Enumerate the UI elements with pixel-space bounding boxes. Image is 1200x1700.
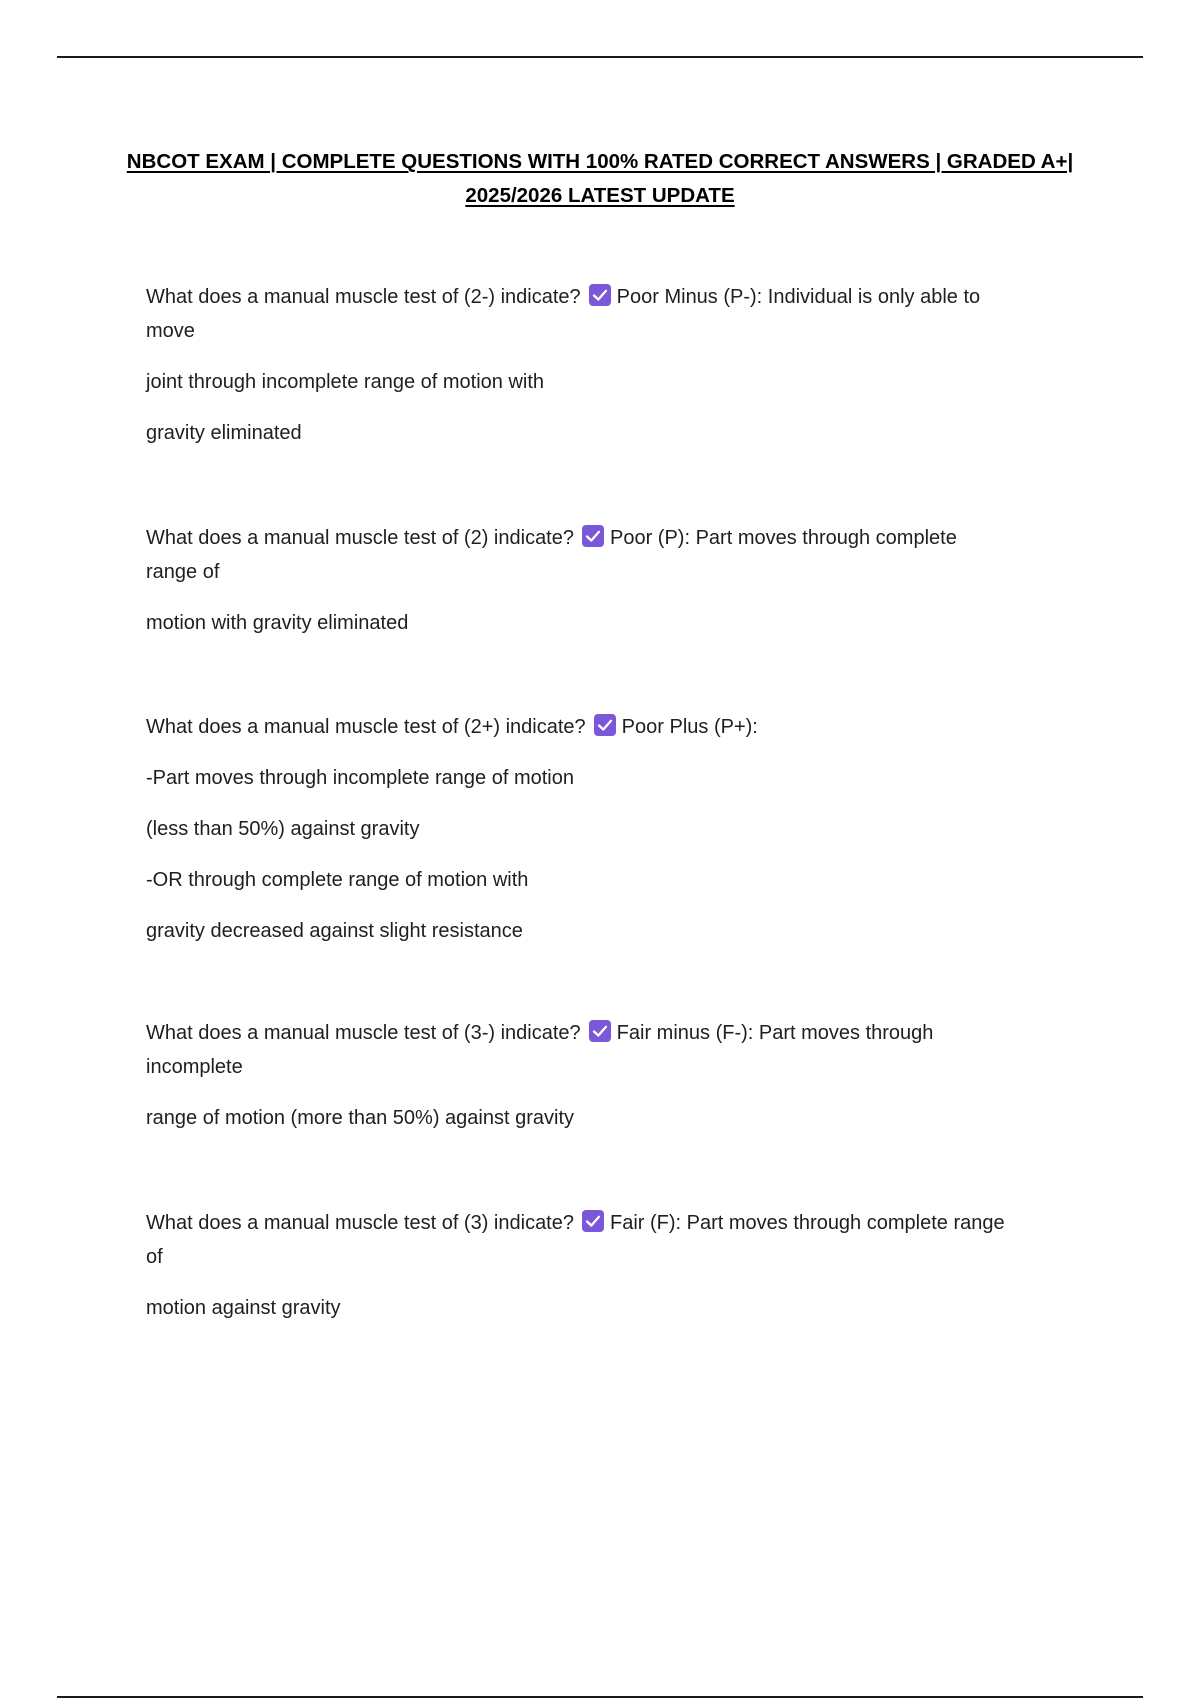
question-text: What does a manual muscle test of (2) indicate?	[146, 527, 574, 549]
answer-wrap: of	[146, 1246, 163, 1268]
question-text: What does a manual muscle test of (2-) indicate?	[146, 286, 581, 308]
check-box-icon	[589, 1020, 611, 1042]
check-box-icon	[594, 714, 616, 736]
qa-item	[146, 280, 1096, 450]
check-box-icon	[582, 1210, 604, 1232]
qa-item	[146, 1016, 1096, 1135]
question-text: What does a manual muscle test of (3-) indicate?	[146, 1022, 581, 1044]
answer-text: Fair (F): Part moves through complete range	[610, 1212, 1005, 1234]
answer-line: (less than 50%) against gravity	[146, 818, 420, 840]
bottom-rule	[57, 1696, 1143, 1698]
answer-line: gravity decreased against slight resistance	[146, 920, 523, 942]
top-rule	[57, 56, 1143, 58]
qa-first-line	[146, 1016, 1096, 1050]
answer-text: Poor Plus (P+):	[621, 716, 758, 738]
answer-text: Fair minus (F-): Part moves through	[616, 1022, 934, 1044]
qa-first-line	[146, 1206, 1096, 1240]
answer-line: -Part moves through incomplete range of motion	[146, 767, 574, 789]
qa-first-line	[146, 280, 1096, 314]
answer-line: -OR through complete range of motion with	[146, 869, 529, 891]
answer-line: joint through incomplete range of motion with	[146, 371, 545, 393]
answer-wrap: move	[146, 320, 195, 342]
title-line-2: 2025/2026 LATEST UPDATE	[465, 184, 735, 207]
question-text: What does a manual muscle test of (2+) indicate?	[146, 716, 586, 738]
answer-wrap: incomplete	[146, 1056, 243, 1078]
answer-text: Poor (P): Part moves through complete	[610, 527, 957, 549]
title-line-1: NBCOT EXAM | COMPLETE QUESTIONS WITH 100% RATED CORRECT ANSWERS | GRADED A+|	[126, 150, 1074, 173]
answer-line: range of motion (more than 50%) against gravity	[146, 1107, 574, 1129]
answer-line: gravity eliminated	[146, 422, 302, 444]
question-text: What does a manual muscle test of (3) indicate?	[146, 1212, 574, 1234]
check-box-icon	[589, 284, 611, 306]
answer-line: motion against gravity	[146, 1297, 341, 1319]
qa-item	[146, 521, 1096, 640]
qa-item	[146, 1206, 1096, 1325]
answer-line: motion with gravity eliminated	[146, 612, 409, 634]
qa-first-line	[146, 710, 1096, 744]
document-title	[100, 145, 1100, 213]
qa-item	[146, 710, 1096, 948]
qa-first-line	[146, 521, 1096, 555]
answer-wrap: range of	[146, 561, 220, 583]
answer-text: Poor Minus (P-): Individual is only able to	[616, 286, 981, 308]
check-box-icon	[582, 525, 604, 547]
